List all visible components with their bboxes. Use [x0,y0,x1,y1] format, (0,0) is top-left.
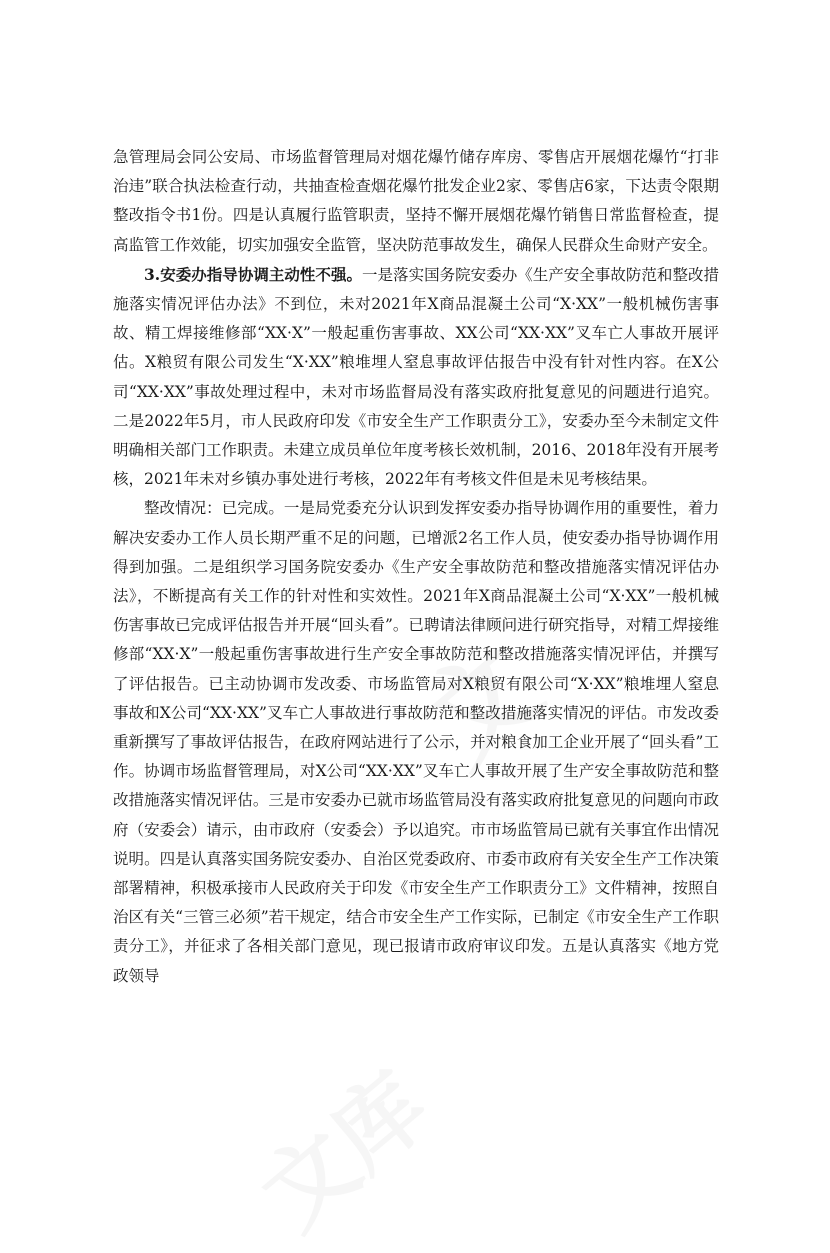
paragraph-section-3 [113,260,719,495]
watermark-text [229,1037,450,1252]
section-body: 一是落实国务院安委办《生产安全事故防范和整改措施落实情况评估办法》不到位，未对2021年X商品混凝土公司“X·XX”一般机械伤害事故、精工焊接维修部“XX·X”一般起重伤害事故、XX公司“XX·XX”叉车亡人事故开展评估。X粮贸有限公司发生“X·XX”粮堆埋人窒息事故评估报告中没有针对性内容。在X公司“XX·XX”事故处理过程中，未对市场监督局没有落实政府批复意见的问题进行追究。二是2022年5月，市人民政府印发《市安全生产工作职责分工》，安委办至今未制定文件明确相关部门工作职责。未建立成员单位年度考核长效机制，2016、2018年没有开展考核，2021年未对乡镇办事处进行考核，2022年有考核文件但是未见考核结果。 [113,265,719,489]
paragraph-rectification: 整改情况：已完成。一是局党委充分认识到发挥安委办指导协调作用的重要性，着力解决安委办工作人员长期严重不足的问题，已增派2名工作人员，使安委办指导协调作用得到加强。二是组织学习国务院安委办《生产安全事故防范和整改措施落实情况评估办法》，不断提高有关工作的针对性和实效性。2021年X商品混凝土公司“X·XX”一般机械伤害事故已完成评估报告并开展“回头看”。已聘请法律顾问进行研究指导，对精工焊接维修部“XX·X”一般起重伤害事故进行生产安全事故防范和整改措施落实情况评估，并撰写了评估报告。已主动协调市发改委、市场监管局对X粮贸有限公司“X·XX”粮堆埋人窒息事故和X公司“XX·XX”叉车亡人事故进行事故防范和整改措施落实情况的评估。市发改委重新撰写了事故评估报告，在政府网站进行了公示，并对粮食加工企业开展了“回头看”工作。协调市场监督管理局，对X公司“XX·XX”叉车亡人事故开展了生产安全事故防范和整改措施落实情况评估。三是市安委办已就市场监管局没有落实政府批复意见的问题向市政府（安委会）请示，由市政府（安委会）予以追究。市市场监管局已就有关事宜作出情况说明。四是认真落实国务院安委办、自治区党委政府、市委市政府有关安全生产工作决策部署精神，积极承接市人民政府关于印发《市安全生产工作职责分工》文件精神，按照自治区有关“三管三必须”若干规定，结合市安全生产工作实际，已制定《市安全生产工作职责分工》，并征求了各相关部门意见，现已报请市政府审议印发。五是认真落实《地方党政领导 [113,499,719,985]
document-body [113,143,719,991]
paragraph-continuation: 急管理局会同公安局、市场监督管理局对烟花爆竹储存库房、零售店开展烟花爆竹“打非治违”联合执法检查行动，共抽查检查烟花爆竹批发企业2家、零售店6家，下达责令限期整改指令书1份。四是认真履行监管职责，坚持不懈开展烟花爆竹销售日常监督检查，提高监管工作效能，切实加强安全监管，坚决防范事故发生，确保人民群众生命财产安全。 [113,148,719,254]
section-heading: 3.安委办指导协调主动性不强。 [144,264,362,284]
